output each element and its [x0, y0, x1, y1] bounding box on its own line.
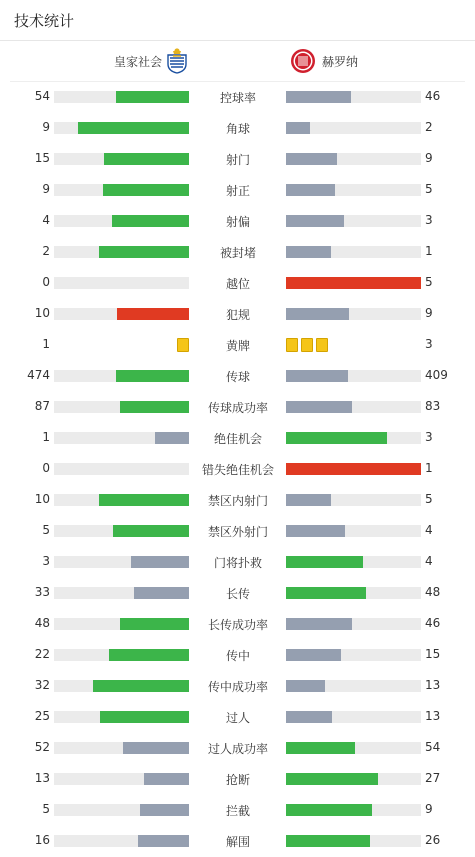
home-value: 33 [34, 585, 50, 599]
yellow-card-icon [316, 338, 328, 352]
stat-label: 越位 [225, 277, 250, 291]
away-bar-track [286, 184, 421, 196]
stat-row [0, 608, 475, 639]
away-bar-fill [286, 277, 421, 289]
stat-row [0, 112, 475, 143]
home-value: 9 [42, 182, 50, 196]
page-title: 技术统计 [14, 12, 75, 30]
away-value: 46 [425, 616, 441, 630]
home-value: 52 [34, 740, 50, 754]
stat-label: 传球成功率 [207, 401, 268, 415]
home-bar-track [54, 804, 189, 816]
stat-row [0, 236, 475, 267]
home-team-name: 皇家社会 [113, 55, 162, 69]
stat-row [0, 639, 475, 670]
away-bar-fill [286, 401, 352, 413]
home-bar-track [54, 773, 189, 785]
home-bar-track [54, 184, 189, 196]
away-value: 409 [425, 368, 448, 382]
home-value: 1 [42, 337, 50, 351]
home-bar-track [54, 618, 189, 630]
stat-label: 绝佳机会 [213, 432, 262, 446]
away-bar-track [286, 432, 421, 444]
away-value: 1 [425, 461, 433, 475]
home-value: 10 [34, 306, 50, 320]
home-bar-fill [116, 91, 189, 103]
home-bar-track [54, 556, 189, 568]
stat-label: 抢断 [225, 773, 250, 787]
team-header [0, 41, 475, 81]
home-value: 5 [42, 523, 50, 537]
stat-row [0, 484, 475, 515]
away-bar-track [286, 773, 421, 785]
home-bar-fill [113, 525, 189, 537]
stat-label: 门将扑救 [213, 556, 262, 570]
home-value: 32 [34, 678, 50, 692]
home-value: 474 [27, 368, 50, 382]
away-value: 26 [425, 833, 441, 847]
away-bar-track [286, 370, 421, 382]
stat-row [0, 81, 475, 112]
stat-row [0, 577, 475, 608]
home-bar-fill [99, 494, 189, 506]
away-bar-fill [286, 742, 355, 754]
away-bar-fill [286, 649, 341, 661]
stat-row [0, 670, 475, 701]
away-bar-fill [286, 215, 344, 227]
stat-label: 过人成功率 [207, 742, 268, 756]
home-bar-track [54, 91, 189, 103]
stat-row [0, 794, 475, 825]
yellow-card-icon [177, 338, 189, 352]
away-value: 83 [425, 399, 441, 413]
stat-label: 射门 [225, 153, 250, 167]
away-bar-track [286, 587, 421, 599]
stat-label: 控球率 [219, 91, 256, 105]
away-bar-fill [286, 153, 337, 165]
stat-row [0, 546, 475, 577]
away-bar-fill [286, 370, 348, 382]
home-bar-track [54, 463, 189, 475]
away-bar-track [286, 215, 421, 227]
away-bar-track [286, 463, 421, 475]
away-bar-fill [286, 308, 349, 320]
home-value: 48 [34, 616, 50, 630]
away-bar-fill [286, 525, 345, 537]
home-bar-track [54, 587, 189, 599]
home-bar-track [54, 742, 189, 754]
stat-label: 角球 [225, 122, 250, 136]
home-value: 22 [34, 647, 50, 661]
stat-label: 传球 [225, 370, 250, 384]
stat-row [0, 391, 475, 422]
away-bar-track [286, 91, 421, 103]
stat-label: 被封堵 [219, 246, 256, 260]
home-value: 15 [34, 151, 50, 165]
away-bar-track [286, 277, 421, 289]
stat-row [0, 732, 475, 763]
away-value: 3 [425, 337, 433, 351]
yellow-card-icon [301, 338, 313, 352]
home-bar-track [54, 494, 189, 506]
stat-label: 长传成功率 [207, 618, 268, 632]
away-bar-track [286, 804, 421, 816]
away-value: 5 [425, 182, 433, 196]
home-bar-track [54, 246, 189, 258]
real-sociedad-crest-icon [165, 48, 189, 74]
away-bar-track [286, 122, 421, 134]
away-bar-track [286, 525, 421, 537]
stat-label: 禁区内射门 [207, 494, 268, 508]
stats-header [0, 0, 475, 40]
stat-row [0, 329, 475, 360]
away-bar-fill [286, 432, 387, 444]
home-bar-fill [112, 215, 189, 227]
away-value: 3 [425, 430, 433, 444]
stat-label: 解围 [225, 835, 250, 849]
home-bar-fill [99, 246, 189, 258]
home-bar-track [54, 711, 189, 723]
away-bar-fill [286, 773, 378, 785]
stat-row [0, 763, 475, 794]
home-bar-track [54, 122, 189, 134]
away-value: 5 [425, 492, 433, 506]
home-bar-fill [100, 711, 189, 723]
home-bar-fill [104, 153, 189, 165]
away-bar-fill [286, 91, 351, 103]
home-bar-fill [140, 804, 189, 816]
away-bar-track [286, 494, 421, 506]
stat-row [0, 422, 475, 453]
stats-list [0, 81, 475, 856]
away-value: 48 [425, 585, 441, 599]
home-bar-fill [131, 556, 189, 568]
home-value: 9 [42, 120, 50, 134]
away-bar-fill [286, 184, 335, 196]
home-bar-fill [117, 308, 189, 320]
away-bar-fill [286, 122, 310, 134]
home-value: 16 [34, 833, 50, 847]
stat-row [0, 298, 475, 329]
home-bar-track [54, 649, 189, 661]
away-bar-track [286, 835, 421, 847]
away-value: 9 [425, 802, 433, 816]
home-value: 0 [42, 275, 50, 289]
home-value: 13 [34, 771, 50, 785]
home-bar-fill [138, 835, 189, 847]
stat-row [0, 143, 475, 174]
stat-label: 传中 [225, 649, 250, 663]
home-bar-fill [103, 184, 189, 196]
stat-label: 传中成功率 [207, 680, 268, 694]
home-value: 2 [42, 244, 50, 258]
stat-label: 犯规 [225, 308, 250, 322]
home-value: 54 [34, 89, 50, 103]
home-bar-fill [78, 122, 189, 134]
away-bar-track [286, 153, 421, 165]
home-bar-fill [134, 587, 189, 599]
away-bar-track [286, 618, 421, 630]
away-bar-fill [286, 246, 331, 258]
home-bar-track [54, 525, 189, 537]
home-bar-fill [144, 773, 189, 785]
home-bar-track [54, 370, 189, 382]
away-value: 15 [425, 647, 441, 661]
away-bar-fill [286, 494, 331, 506]
stat-row [0, 515, 475, 546]
home-cards [177, 338, 189, 352]
away-value: 9 [425, 151, 433, 165]
away-cards [286, 338, 328, 352]
home-bar-fill [109, 649, 189, 661]
home-bar-fill [120, 618, 189, 630]
yellow-card-icon [286, 338, 298, 352]
home-bar-track [54, 215, 189, 227]
away-value: 13 [425, 678, 441, 692]
away-bar-fill [286, 711, 332, 723]
away-value: 46 [425, 89, 441, 103]
stat-label: 射正 [225, 184, 250, 198]
girona-crest-icon [290, 48, 316, 74]
away-bar-track [286, 680, 421, 692]
home-bar-track [54, 680, 189, 692]
home-bar-fill [93, 680, 189, 692]
stat-row [0, 825, 475, 856]
away-bar-track [286, 556, 421, 568]
away-bar-fill [286, 463, 421, 475]
stat-label: 射偏 [225, 215, 250, 229]
away-value: 54 [425, 740, 441, 754]
stat-label: 拦截 [225, 804, 250, 818]
away-bar-track [286, 742, 421, 754]
home-value: 5 [42, 802, 50, 816]
stat-row [0, 205, 475, 236]
home-bar-fill [123, 742, 189, 754]
home-bar-track [54, 835, 189, 847]
stat-row [0, 360, 475, 391]
away-value: 1 [425, 244, 433, 258]
stat-row [0, 453, 475, 484]
away-bar-track [286, 401, 421, 413]
home-value: 0 [42, 461, 50, 475]
away-bar-track [286, 711, 421, 723]
stat-row [0, 267, 475, 298]
home-value: 1 [42, 430, 50, 444]
away-value: 5 [425, 275, 433, 289]
away-bar-fill [286, 835, 370, 847]
home-bar-track [54, 277, 189, 289]
home-value: 4 [42, 213, 50, 227]
home-bar-track [54, 401, 189, 413]
stat-row [0, 701, 475, 732]
away-value: 4 [425, 523, 433, 537]
home-value: 10 [34, 492, 50, 506]
stat-label: 错失绝佳机会 [201, 463, 274, 477]
away-bar-fill [286, 618, 352, 630]
away-value: 13 [425, 709, 441, 723]
away-bar-fill [286, 804, 372, 816]
away-value: 27 [425, 771, 441, 785]
away-bar-fill [286, 680, 325, 692]
home-bar-track [54, 432, 189, 444]
home-bar-fill [116, 370, 189, 382]
away-bar-track [286, 308, 421, 320]
stat-label: 黄牌 [225, 339, 250, 353]
away-bar-fill [286, 556, 363, 568]
home-value: 3 [42, 554, 50, 568]
away-value: 3 [425, 213, 433, 227]
stat-label: 过人 [225, 711, 250, 725]
home-bar-track [54, 153, 189, 165]
away-value: 2 [425, 120, 433, 134]
away-bar-track [286, 649, 421, 661]
home-bar-fill [155, 432, 189, 444]
home-value: 25 [34, 709, 50, 723]
away-value: 4 [425, 554, 433, 568]
stat-label: 长传 [225, 587, 250, 601]
away-value: 9 [425, 306, 433, 320]
stat-label: 禁区外射门 [207, 525, 268, 539]
home-bar-fill [120, 401, 189, 413]
away-team-name: 赫罗纳 [322, 55, 359, 69]
home-bar-track [54, 308, 189, 320]
away-bar-fill [286, 587, 366, 599]
stat-row [0, 174, 475, 205]
away-bar-track [286, 246, 421, 258]
home-value: 87 [34, 399, 50, 413]
